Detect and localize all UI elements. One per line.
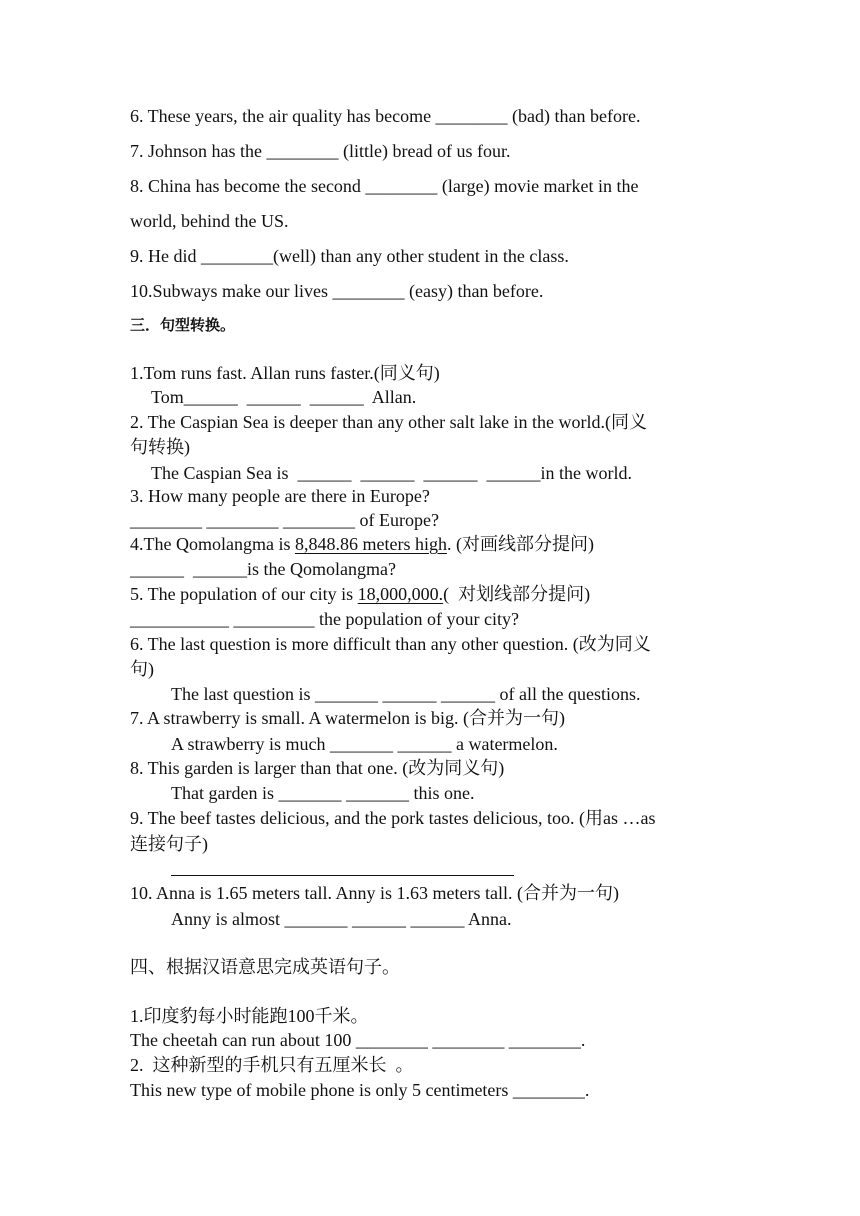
transform-7-answer: A strawberry is much _______ ______ a watermelon.: [171, 734, 558, 754]
transform-6: 6. The last question is more difficult than any other question. (改为同义: [130, 634, 651, 654]
translate-2-answer: This new type of mobile phone is only 5 centimeters ________.: [130, 1080, 590, 1100]
transform-6-answer: The last question is _______ ______ ______ of all the questions.: [171, 684, 641, 704]
transform-8: 8. This garden is larger than that one. (改为同义句): [130, 758, 505, 778]
exercise-9: 9. He did ________(well) than any other student in the class.: [130, 246, 569, 266]
section-3-heading: 三．句型转换。: [130, 316, 236, 334]
translate-1-answer: The cheetah can run about 100 ________ ________ ________.: [130, 1030, 586, 1050]
translate-1: 1.印度豹每小时能跑100千米。: [130, 1006, 369, 1026]
exercise-8: 8. China has become the second ________ (large) movie market in the: [130, 176, 639, 196]
section-4-heading: 四、根据汉语意思完成英语句子。: [130, 957, 400, 977]
transform-10-answer: Anny is almost _______ ______ ______ Anna.: [171, 909, 512, 929]
transform-4-underlined: 8,848.86 meters high: [294, 534, 447, 554]
transform-8-answer: That garden is _______ _______ this one.: [171, 783, 475, 803]
transform-2-answer: The Caspian Sea is ______ ______ ______ ______in the world.: [151, 463, 632, 483]
transform-10: 10. Anna is 1.65 meters tall. Anny is 1.63 meters tall. (合并为一句): [130, 883, 619, 903]
exercise-7: 7. Johnson has the ________ (little) bread of us four.: [130, 141, 511, 161]
transform-2: 2. The Caspian Sea is deeper than any other salt lake in the world.(同义: [130, 412, 648, 432]
transform-1-answer: Tom______ ______ ______ Allan.: [151, 387, 417, 407]
transform-3-answer: ________ ________ ________ of Europe?: [130, 510, 439, 530]
translate-2: 2. 这种新型的手机只有五厘米长 。: [130, 1055, 414, 1075]
transform-9-continued: 连接句子): [130, 834, 208, 854]
transform-5-prefix: 5. The population of our city is: [130, 584, 358, 604]
transform-6-continued: 句): [130, 659, 154, 679]
transform-4-answer: ______ ______is the Qomolangma?: [130, 559, 396, 579]
transform-4: [130, 532, 594, 556]
transform-2-continued: 句转换): [130, 437, 190, 457]
transform-9: 9. The beef tastes delicious, and the pork tastes delicious, too. (用as …as: [130, 808, 656, 828]
transform-5-underlined: 18,000,000.: [357, 584, 444, 604]
transform-3: 3. How many people are there in Europe?: [130, 486, 430, 506]
exercise-10: 10.Subways make our lives ________ (easy) than before.: [130, 281, 544, 301]
transform-4-prefix: 4.The Qomolangma is: [130, 534, 295, 554]
transform-4-suffix: . (对画线部分提问): [446, 534, 594, 554]
transform-5-suffix: ( 对划线部分提问): [443, 584, 591, 604]
transform-5: [130, 582, 590, 606]
exercise-8-continued: world, behind the US.: [130, 211, 289, 231]
exercise-6: 6. These years, the air quality has become ________ (bad) than before.: [130, 106, 641, 126]
transform-9-answer-line: [171, 875, 514, 876]
transform-5-answer: ___________ _________ the population of your city?: [130, 609, 519, 629]
transform-7: 7. A strawberry is small. A watermelon is big. (合并为一句): [130, 708, 565, 728]
transform-1: 1.Tom runs fast. Allan runs faster.(同义句): [130, 363, 440, 383]
